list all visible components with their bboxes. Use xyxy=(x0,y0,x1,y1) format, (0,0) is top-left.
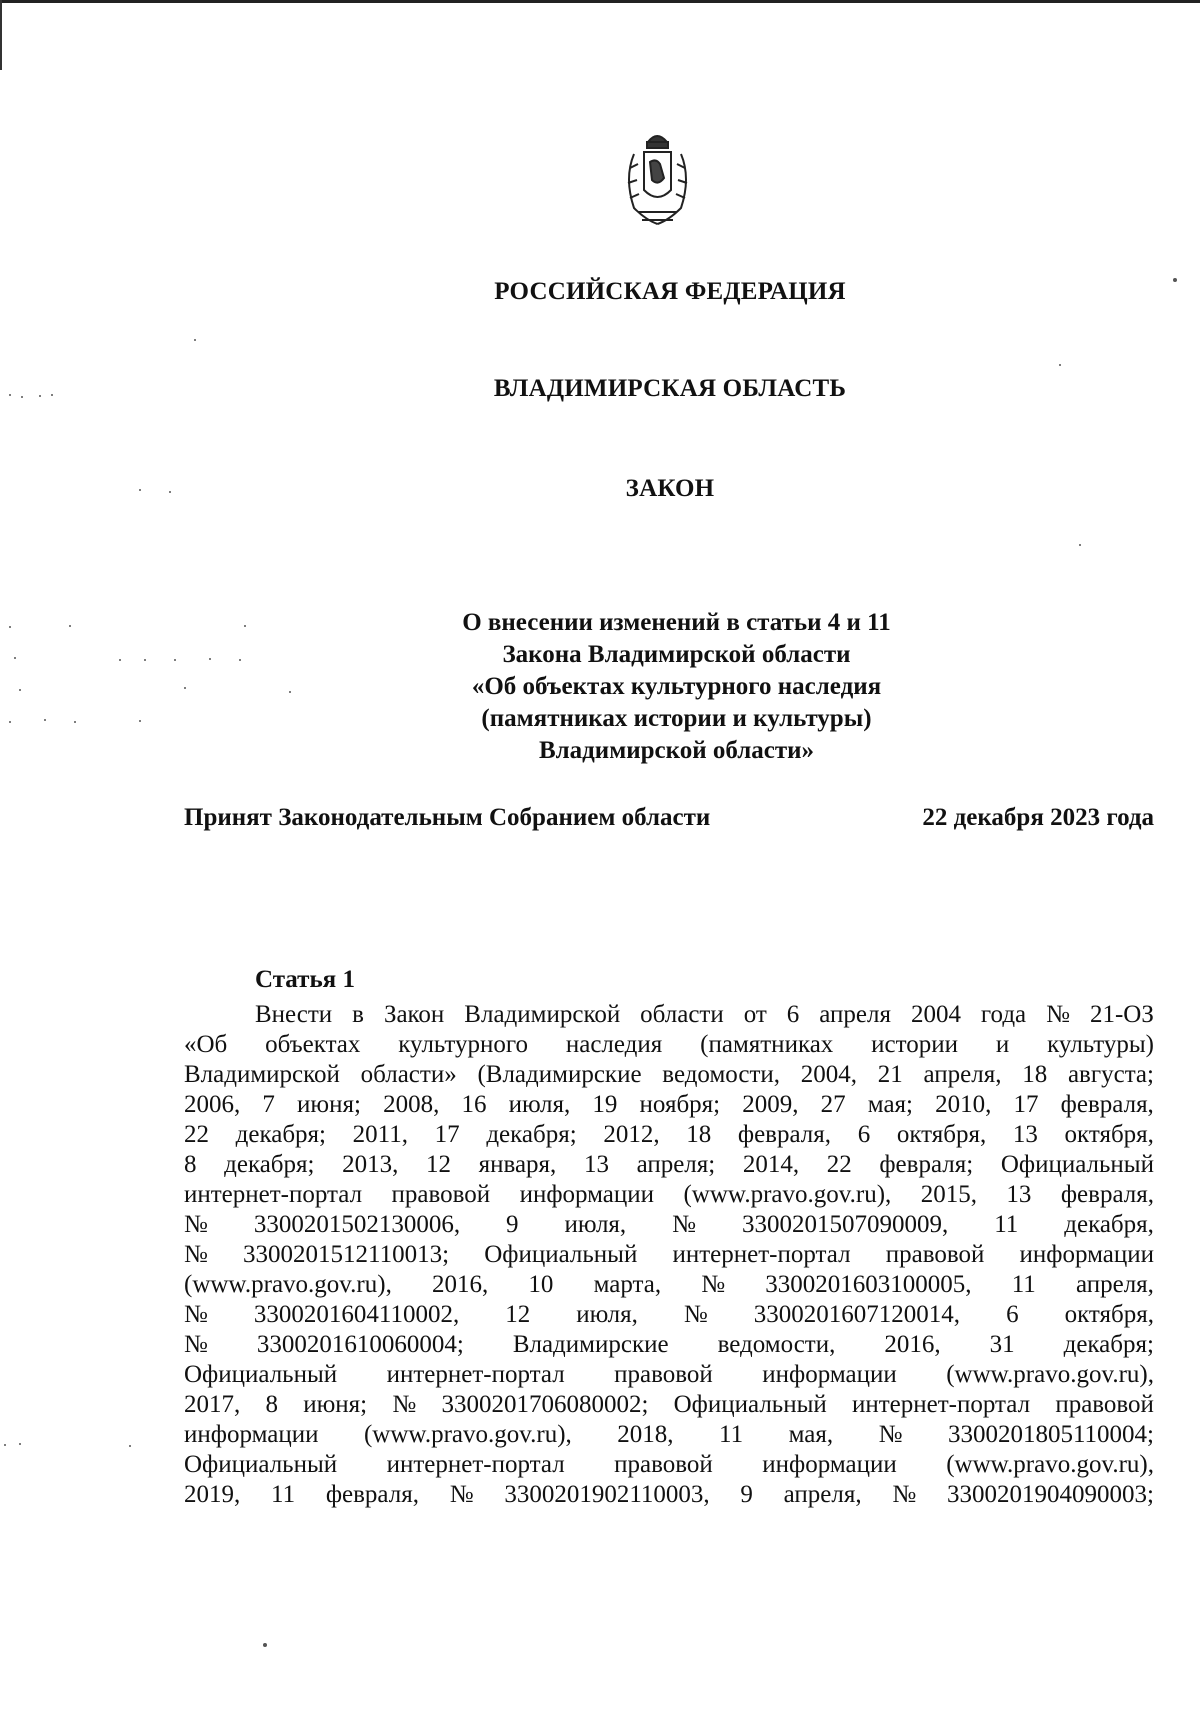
word: апреля; xyxy=(636,1151,716,1178)
adoption-label: Принят Законодательным Собранием области xyxy=(184,804,711,831)
region-heading: ВЛАДИМИРСКАЯ ОБЛАСТЬ xyxy=(493,375,847,402)
word: ведомости, xyxy=(717,1331,836,1358)
word: 2017, xyxy=(184,1391,241,1418)
article-body-line xyxy=(184,1120,1154,1150)
word: области xyxy=(640,1001,724,1028)
word: февраля, xyxy=(737,1121,832,1148)
article-body-line xyxy=(184,1330,1154,1360)
word: февраля, xyxy=(1060,1091,1154,1118)
word: июля, xyxy=(564,1211,627,1238)
word: от xyxy=(743,1001,767,1028)
word: 3300201512110013; xyxy=(243,1241,450,1268)
word: ноября; xyxy=(639,1091,721,1118)
law-title-line: Владимирской области» xyxy=(538,737,815,764)
word: 7 xyxy=(262,1091,275,1118)
word: Официальный xyxy=(673,1391,827,1418)
word: года xyxy=(980,1001,1027,1028)
word: 17 xyxy=(434,1121,460,1148)
word: информации xyxy=(762,1361,897,1388)
document-type-heading: ЗАКОН xyxy=(625,475,715,502)
word: 2008, xyxy=(383,1091,440,1118)
word: 2019, xyxy=(184,1481,241,1508)
word: 22 xyxy=(184,1121,209,1148)
word: 2015, xyxy=(920,1181,977,1208)
word: культурного xyxy=(398,1031,528,1058)
word: апреля, xyxy=(1075,1271,1154,1298)
word: 9 xyxy=(506,1211,519,1238)
adoption-date: 22 декабря 2023 года xyxy=(922,804,1154,831)
article-body-line xyxy=(184,1420,1154,1450)
word: февраля, xyxy=(325,1481,419,1508)
word: декабря; xyxy=(235,1121,327,1148)
word: 2018, xyxy=(617,1421,674,1448)
adoption-line xyxy=(184,804,1154,832)
word: июля, xyxy=(508,1091,571,1118)
word: Официальный xyxy=(1000,1151,1154,1178)
word: 21-ОЗ xyxy=(1089,1001,1154,1028)
word: июня; xyxy=(303,1391,368,1418)
word: октября, xyxy=(1064,1121,1154,1148)
word: 17 xyxy=(1013,1091,1039,1118)
word: 11 xyxy=(719,1421,744,1448)
word: правовой xyxy=(614,1361,713,1388)
word: интернет-портал xyxy=(672,1241,851,1268)
article-heading: Статья 1 xyxy=(255,966,355,993)
article-body-line xyxy=(184,1480,1154,1510)
word: (www.pravo.gov.ru), xyxy=(363,1421,572,1448)
word: 12 xyxy=(505,1301,531,1328)
word: октября, xyxy=(1064,1301,1154,1328)
word: № xyxy=(683,1301,708,1328)
word: (www.pravo.gov.ru), xyxy=(683,1181,892,1208)
article-body-line xyxy=(184,1270,1154,1300)
word: 22 xyxy=(826,1151,852,1178)
law-title xyxy=(0,607,1200,767)
word: 6 xyxy=(786,1001,800,1028)
word: октября, xyxy=(896,1121,987,1148)
word: Закон xyxy=(383,1001,445,1028)
word: 2011, xyxy=(352,1121,408,1148)
article-body-line xyxy=(184,1300,1154,1330)
article-body-line xyxy=(184,1360,1154,1390)
word: декабря; xyxy=(1063,1331,1154,1358)
article-body-line xyxy=(184,1000,1154,1030)
word: 3300201603100005, xyxy=(765,1271,972,1298)
word: 12 xyxy=(425,1151,451,1178)
article-body-line xyxy=(184,1390,1154,1420)
article-body-line xyxy=(184,1450,1154,1480)
law-title-line: «Об объектах культурного наследия xyxy=(471,673,882,700)
word: 3300201604110002, xyxy=(253,1301,460,1328)
word: 9 xyxy=(740,1481,753,1508)
word: Внести xyxy=(255,1001,333,1028)
word: декабря; xyxy=(486,1121,577,1148)
word: 2009, xyxy=(742,1091,799,1118)
word: 2004, xyxy=(800,1061,858,1088)
word: наследия xyxy=(565,1031,663,1058)
word: № xyxy=(184,1301,208,1328)
word: 2013, xyxy=(342,1151,399,1178)
word: 11 xyxy=(271,1481,296,1508)
word: апреля, xyxy=(783,1481,862,1508)
word: 13 xyxy=(583,1151,609,1178)
word: информации xyxy=(184,1421,319,1448)
word: Владимирской xyxy=(464,1001,621,1028)
word: 31 xyxy=(989,1331,1015,1358)
word: № xyxy=(878,1421,903,1448)
word: интернет-портал xyxy=(386,1451,565,1478)
word: № xyxy=(701,1271,726,1298)
word: (www.pravo.gov.ru), xyxy=(946,1451,1154,1478)
word: интернет-портал xyxy=(852,1391,1031,1418)
article-body-line xyxy=(184,1210,1154,1240)
word: 6 xyxy=(857,1121,871,1148)
word: № xyxy=(392,1391,417,1418)
word: 3300201706080002; xyxy=(441,1391,649,1418)
word: (www.pravo.gov.ru), xyxy=(184,1271,392,1298)
word: 10 xyxy=(528,1271,554,1298)
article-body-line xyxy=(184,1060,1154,1090)
word: информации xyxy=(1019,1241,1154,1268)
word: января, xyxy=(478,1151,557,1178)
law-title-line: О внесении изменений в статьи 4 и 11 xyxy=(462,609,891,636)
word: объектах xyxy=(265,1031,361,1058)
word: 3300201610060004; xyxy=(256,1331,464,1358)
word: 11 xyxy=(994,1211,1019,1238)
word: 8 xyxy=(265,1391,278,1418)
article-body-line xyxy=(184,1150,1154,1180)
article-body-line xyxy=(184,1240,1154,1270)
word: Официальный xyxy=(484,1241,638,1268)
word: 2014, xyxy=(742,1151,800,1178)
word: 2004 xyxy=(910,1001,961,1028)
word: Официальный xyxy=(184,1451,338,1478)
article-body-line xyxy=(184,1180,1154,1210)
word: (памятниках xyxy=(700,1031,834,1058)
word: Владимирской xyxy=(184,1061,340,1088)
word: № xyxy=(1046,1001,1070,1028)
word: интернет-портал xyxy=(386,1361,565,1388)
law-title-line: Закона Владимирской области xyxy=(502,641,851,668)
word: и xyxy=(995,1031,1010,1058)
word: 3300201904090003; xyxy=(946,1481,1154,1508)
word: 3300201502130006, xyxy=(253,1211,461,1238)
word: № xyxy=(449,1481,474,1508)
word: апреля xyxy=(819,1001,891,1028)
word: декабря, xyxy=(1064,1211,1154,1238)
word: 2016, xyxy=(884,1331,941,1358)
word: июля, xyxy=(576,1301,638,1328)
word: мая; xyxy=(867,1091,913,1118)
word: Владимирские xyxy=(512,1331,669,1358)
word: 27 xyxy=(820,1091,846,1118)
word: февраля, xyxy=(1060,1181,1154,1208)
word: 18 xyxy=(1022,1061,1048,1088)
word: правовой xyxy=(1055,1391,1154,1418)
word: 13 xyxy=(1006,1181,1032,1208)
word: области» xyxy=(360,1061,457,1088)
word: 11 xyxy=(1011,1271,1036,1298)
word: апреля, xyxy=(923,1061,1002,1088)
article-body-line xyxy=(184,1030,1154,1060)
word: 21 xyxy=(877,1061,903,1088)
word: февраля; xyxy=(879,1151,974,1178)
word: интернет-портал xyxy=(184,1181,363,1208)
word: № xyxy=(184,1211,208,1238)
word: 3300201507090009, xyxy=(741,1211,949,1238)
word: 3300201902110003, xyxy=(504,1481,710,1508)
word: августа; xyxy=(1067,1061,1154,1088)
word: № xyxy=(184,1241,208,1268)
word: 16 xyxy=(461,1091,487,1118)
word: 8 xyxy=(184,1151,197,1178)
word: декабря; xyxy=(224,1151,315,1178)
word: 3300201607120014, xyxy=(753,1301,961,1328)
article-body xyxy=(184,1000,1154,1510)
word: правовой xyxy=(885,1241,985,1268)
coat-of-arms-icon xyxy=(620,128,695,231)
country-heading: РОССИЙСКАЯ ФЕДЕРАЦИЯ xyxy=(494,278,846,305)
word: (Владимирские xyxy=(477,1061,642,1088)
word: 18 xyxy=(686,1121,712,1148)
word: Официальный xyxy=(184,1361,338,1388)
word: 13 xyxy=(1012,1121,1038,1148)
word: «Об xyxy=(184,1031,228,1058)
word: ведомости, xyxy=(662,1061,781,1088)
word: 3300201805110004; xyxy=(947,1421,1154,1448)
word: № xyxy=(672,1211,697,1238)
word: информации xyxy=(519,1181,655,1208)
word: 6 xyxy=(1006,1301,1019,1328)
word: 2010, xyxy=(935,1091,992,1118)
word: в xyxy=(352,1001,364,1028)
word: мая, xyxy=(788,1421,834,1448)
word: информации xyxy=(762,1451,897,1478)
word: № xyxy=(184,1331,208,1358)
word: июня; xyxy=(297,1091,361,1118)
word: № xyxy=(892,1481,917,1508)
word: 2016, xyxy=(431,1271,489,1298)
word: 19 xyxy=(592,1091,618,1118)
word: истории xyxy=(871,1031,959,1058)
word: правовой xyxy=(614,1451,713,1478)
word: марта, xyxy=(593,1271,662,1298)
word: правовой xyxy=(391,1181,491,1208)
word: 2006, xyxy=(184,1091,241,1118)
law-title-line: (памятниках истории и культуры) xyxy=(481,705,872,732)
word: культуры) xyxy=(1047,1031,1154,1058)
article-body-line xyxy=(184,1090,1154,1120)
word: 2012, xyxy=(603,1121,660,1148)
word: (www.pravo.gov.ru), xyxy=(946,1361,1154,1388)
